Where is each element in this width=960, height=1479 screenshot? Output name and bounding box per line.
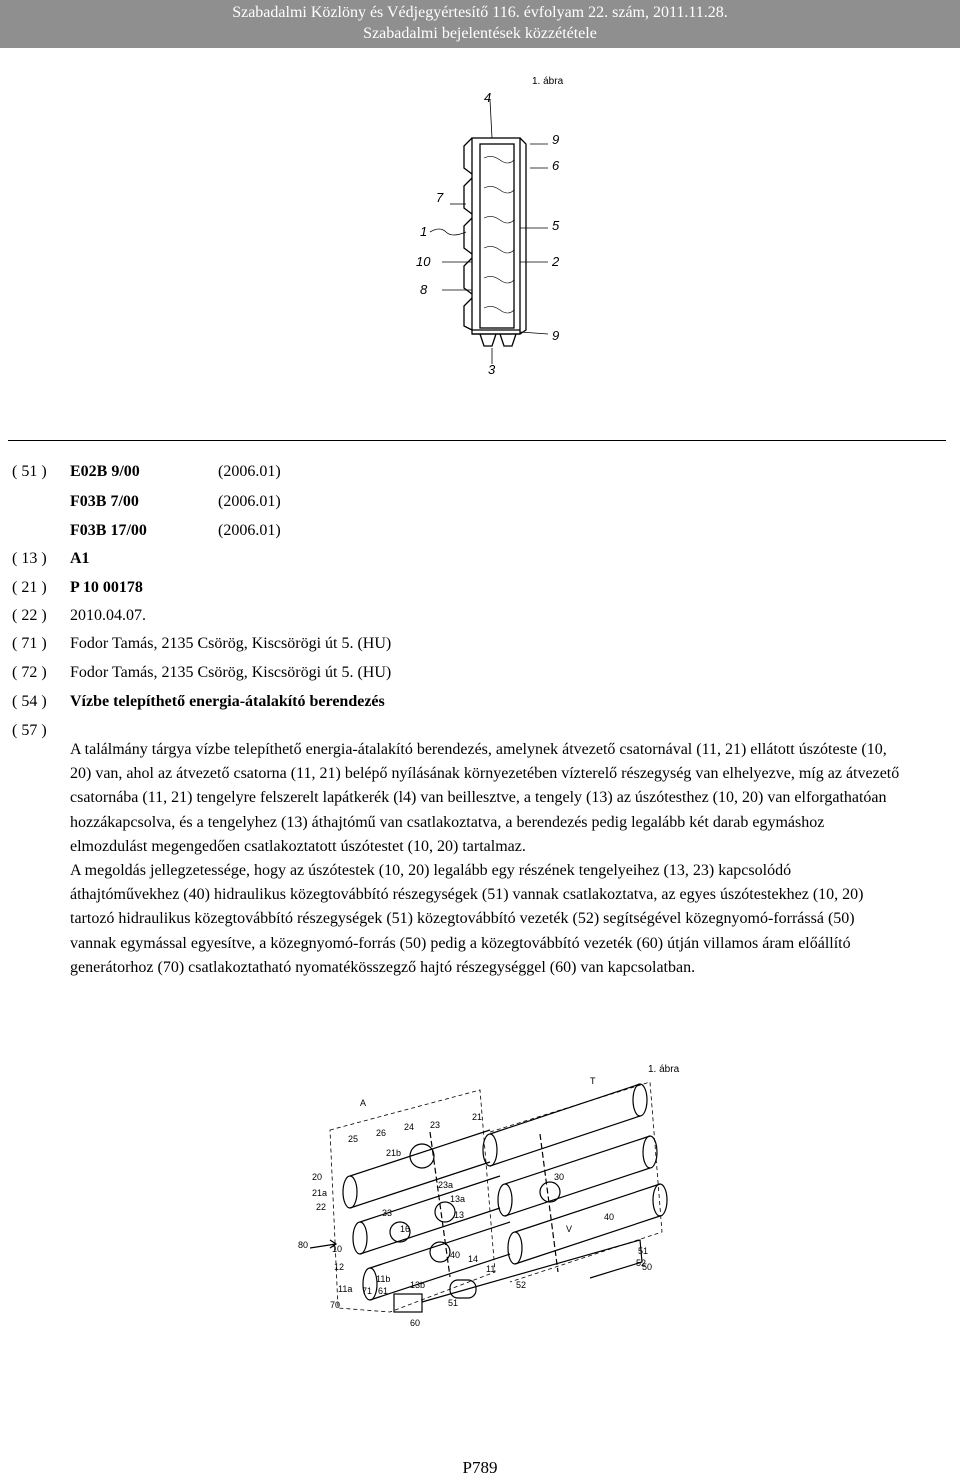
fig2-label-A: A bbox=[360, 1098, 367, 1108]
fig2-label-70: 70 bbox=[330, 1300, 341, 1310]
fig2-label-52: 52 bbox=[516, 1280, 527, 1290]
figure-2-caption: 1. ábra bbox=[648, 1064, 680, 1075]
field-22-value: 2010.04.07. bbox=[70, 607, 146, 624]
fig2-label-21b: 21b bbox=[386, 1148, 402, 1158]
fig2-label-33: 33 bbox=[382, 1208, 393, 1218]
fig1-label-10: 10 bbox=[416, 254, 431, 269]
fig2-label-22: 22 bbox=[316, 1202, 327, 1212]
abstract-paragraph-2: A megoldás jellegzetessége, hogy az úszótestek (10, 20) legalább egy részének tengelyeihez (13, 23) kapcsolódó áthajtóművekhez (40) hidraulikus közegtovábbító részegységek (51) vannak csatlakoztatva, az egyes úszótestekhez (10, 20) tartozó hidraulikus közegtovábbító részegységek (51) közegtovábbító vezeték (52) segítségével közegnyomó-forrássá (50) vannak egymással egyesítve, a közegnyomó-forrás (50) pedig a közegtovábbító vezeték (60) útján villamos áram előállító generátorhoz (70) csatlakoztatható nyomatékösszegző hajtó részegységgel (60) van kapcsolatban. bbox=[70, 862, 864, 976]
fig2-label-11: 11 bbox=[486, 1264, 496, 1274]
fig2-label-51: 51 bbox=[448, 1298, 459, 1308]
fig2-label-12: 12 bbox=[334, 1262, 345, 1272]
fig2-label-11b: 11b bbox=[376, 1274, 391, 1284]
fig2-label-13b: 13b bbox=[410, 1280, 426, 1290]
field-57-code: ( 57 ) bbox=[12, 722, 47, 739]
fig2-label-71: 71 bbox=[362, 1286, 373, 1296]
field-71-value: Fodor Tamás, 2135 Csörög, Kiscsörögi út 5. (HU) bbox=[70, 635, 392, 652]
fig1-label-5: 5 bbox=[552, 218, 560, 233]
field-13-code: ( 13 ) bbox=[12, 550, 47, 567]
fig1-label-6: 6 bbox=[552, 158, 560, 173]
field-54-title: Vízbe telepíthető energia-átalakító berendezés bbox=[70, 693, 385, 710]
separator-rule bbox=[8, 440, 946, 441]
header-subtitle: Szabadalmi bejelentések közzététele bbox=[363, 25, 597, 42]
fig2-label-25: 25 bbox=[348, 1134, 359, 1144]
fig2-label-40-right: 40 bbox=[604, 1212, 615, 1222]
fig2-label-21: 21 bbox=[472, 1112, 483, 1122]
figure-1-drawing bbox=[380, 68, 620, 388]
page-number: P789 bbox=[462, 1458, 498, 1477]
class-date-1: (2006.01) bbox=[218, 463, 281, 480]
page-header bbox=[0, 0, 960, 48]
class-code-3: F03B 17/00 bbox=[70, 522, 147, 539]
fig2-label-51-right: 51 bbox=[638, 1246, 649, 1256]
fig2-label-60: 60 bbox=[410, 1318, 421, 1328]
fig2-label-13: 13 bbox=[454, 1210, 465, 1220]
fig2-label-23a: 23a bbox=[438, 1180, 454, 1190]
fig2-label-16: 16 bbox=[400, 1224, 411, 1234]
field-72-code: ( 72 ) bbox=[12, 664, 47, 681]
class-code-2: F03B 7/00 bbox=[70, 493, 139, 510]
fig2-label-24: 24 bbox=[404, 1122, 415, 1132]
field-54-code: ( 54 ) bbox=[12, 693, 47, 710]
field-22-code: ( 22 ) bbox=[12, 607, 47, 624]
field-71-code: ( 71 ) bbox=[12, 635, 47, 652]
figure-2-drawing bbox=[290, 1072, 690, 1342]
field-21-value: P 10 00178 bbox=[70, 579, 143, 596]
figure-1-caption: 1. ábra bbox=[532, 76, 564, 87]
fig2-label-14: 14 bbox=[468, 1254, 479, 1264]
abstract-paragraph-1: A találmány tárgya vízbe telepíthető energia-átalakító berendezés, amelynek átvezető csatornával (11, 21) ellátott úszóteste (10, 20) van, ahol az átvezető csatorna (11, 21) belépő nyílásának környezetében vízterelő részegység van elhelyezve, míg az átvezető csatornába (11, 21) tengelyre felszerelt lapátkerék (l4) van beillesztve, a tengely (13) az úszótesthez (10, 20) van elforgathatóan hozzákapcsolva, és a tengelyhez (13) áthajtómű van csatlakoztatva, a berendezés pedig legalább két darab egymáshoz elmozdulást megengedően csatlakoztatott úszótestet (10, 20) tartalmaz. bbox=[70, 741, 900, 855]
class-date-3: (2006.01) bbox=[218, 522, 281, 539]
fig2-label-26: 26 bbox=[376, 1128, 387, 1138]
fig2-label-52-right: 52 bbox=[636, 1258, 647, 1268]
fig1-label-3: 3 bbox=[488, 362, 496, 377]
abstract bbox=[70, 738, 900, 980]
fig2-label-30: 30 bbox=[554, 1172, 565, 1182]
figure-1 bbox=[380, 68, 620, 388]
fig1-label-9-top: 9 bbox=[552, 132, 560, 147]
fig2-label-10: 10 bbox=[332, 1244, 343, 1254]
fig2-label-80: 80 bbox=[298, 1240, 309, 1250]
fig1-label-4: 4 bbox=[484, 90, 492, 105]
figure-2 bbox=[290, 1064, 690, 1342]
fig2-label-50: 50 bbox=[642, 1262, 653, 1272]
fig1-label-2: 2 bbox=[552, 254, 560, 269]
fig2-label-20: 20 bbox=[312, 1172, 323, 1182]
class-date-2: (2006.01) bbox=[218, 493, 281, 510]
fig2-label-23: 23 bbox=[430, 1120, 441, 1130]
fig2-label-T: T bbox=[590, 1076, 596, 1086]
field-21-code: ( 21 ) bbox=[12, 579, 47, 596]
field-72-value: Fodor Tamás, 2135 Csörög, Kiscsörögi út 5. (HU) bbox=[70, 664, 392, 681]
fig2-label-40: 40 bbox=[450, 1250, 461, 1260]
fig2-label-61: 61 bbox=[378, 1286, 389, 1296]
field-51-code: ( 51 ) bbox=[12, 463, 47, 480]
fig2-label-21a: 21a bbox=[312, 1188, 328, 1198]
fig1-label-8: 8 bbox=[420, 282, 428, 297]
header-title: Szabadalmi Közlöny és Védjegyértesítő 116. évfolyam 22. szám, 2011.11.28. bbox=[232, 4, 728, 21]
class-code-1: E02B 9/00 bbox=[70, 463, 140, 480]
fig2-label-V: V bbox=[566, 1224, 573, 1234]
field-13-value: A1 bbox=[70, 550, 90, 567]
fig1-label-1: 1 bbox=[420, 224, 428, 239]
fig2-label-11a: 11a bbox=[338, 1284, 353, 1294]
fig2-label-13a: 13a bbox=[450, 1194, 466, 1204]
fig1-label-9-bottom: 9 bbox=[552, 328, 560, 343]
fig1-label-7: 7 bbox=[436, 190, 444, 205]
